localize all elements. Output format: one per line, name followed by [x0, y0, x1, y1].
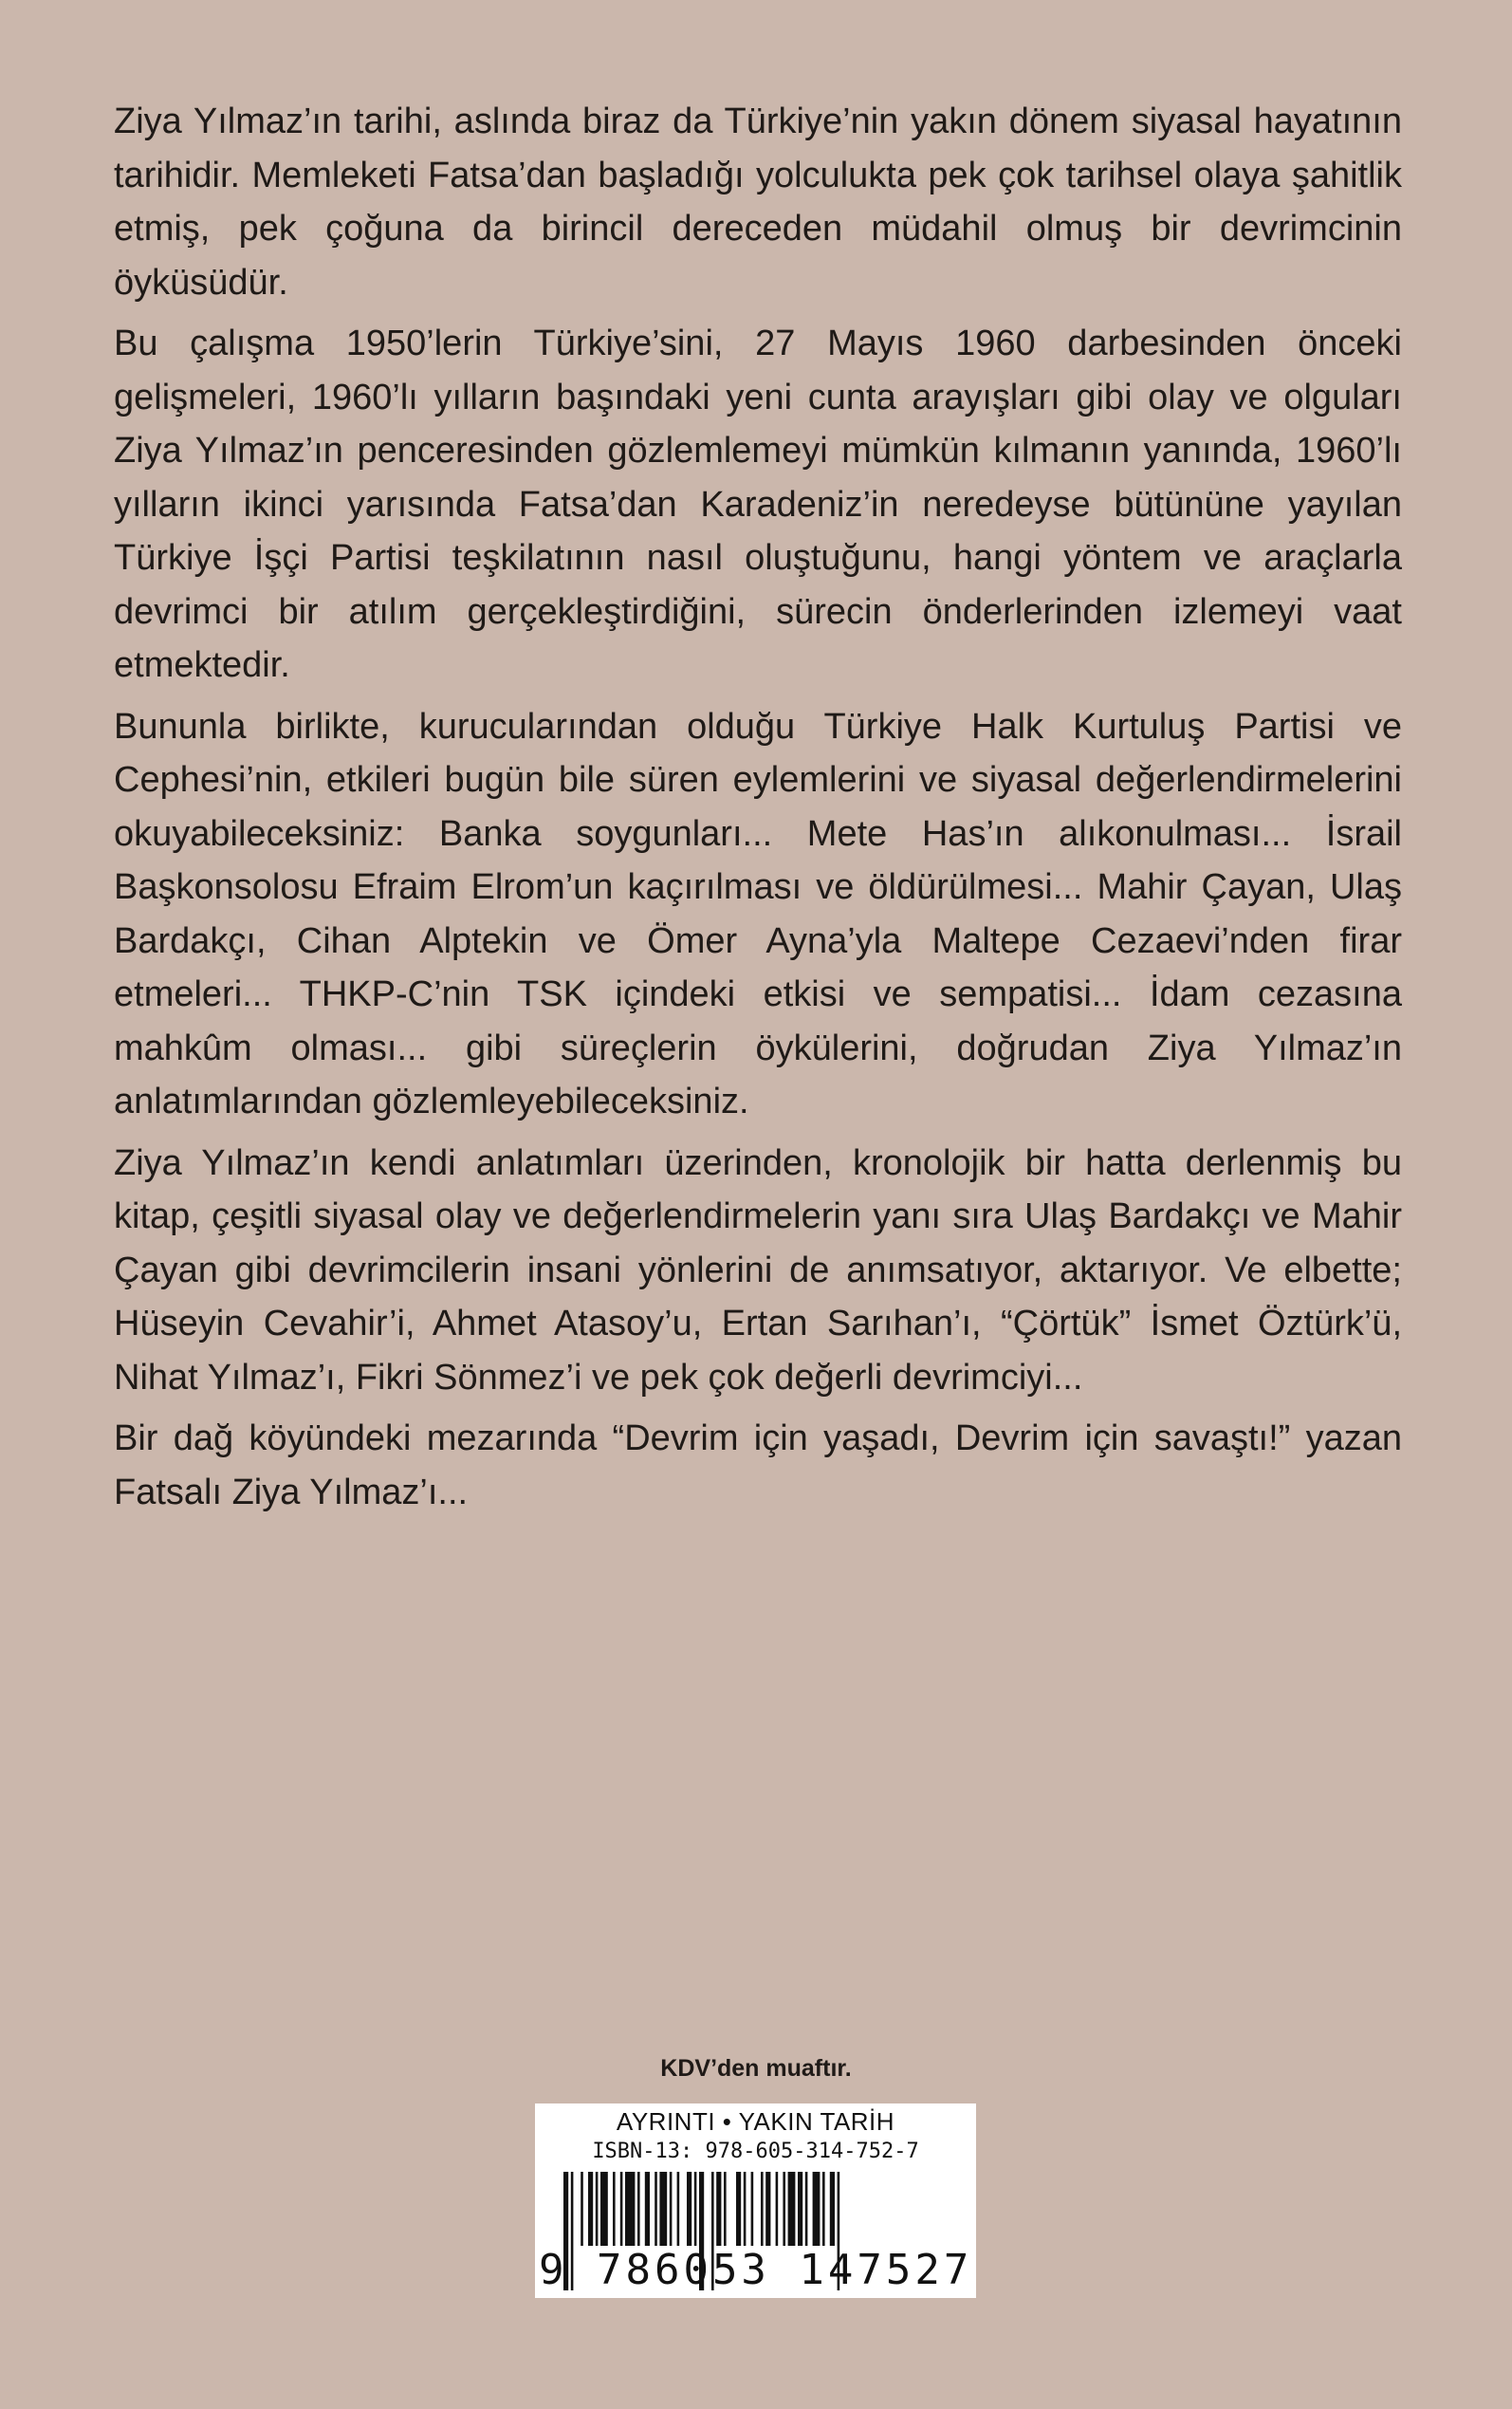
blurb-paragraph-2: Bu çalışma 1950’lerin Türkiye’sini, 27 Mayıs 1960 darbesinden önceki gelişmeleri, 1960’lı yılların başındaki yeni cunta arayışları gibi olay ve olguları Ziya Yılmaz’ın penceresinden gözlemlemeyi mümkün kılmanın yanında, 1960’lı yılların ikinci yarısında Fatsa’dan Karadeniz’in neredeyse bütününe yayılan Türkiye İşçi Partisi teşkilatının nasıl oluştuğunu, hangi yöntem ve araçlarla devrimci bir atılım gerçekleştirdiğini, sürecin önderlerinden izlemeyi vaat etmektedir.	[114, 324, 1402, 685]
tax-exemption-note: KDV’den muaftır.	[660, 2055, 852, 2082]
isbn-number: ISBN-13: 978-605-314-752-7	[592, 2140, 919, 2163]
publisher-series: AYRINTI • YAKIN TARİH	[616, 2107, 895, 2136]
blurb-text	[114, 95, 1402, 1527]
blurb-paragraph-1: Ziya Yılmaz’ın tarihi, aslında biraz da Türkiye’nin yakın dönem siyasal hayatının tarihidir. Memleketi Fatsa’dan başladığı yolculukta pek çok tarihsel olaya şahitlik etmiş, pek çoğuna da birincil dereceden müdahil olmuş bir devrimcinin öyküsüdür.	[114, 102, 1402, 303]
blurb-paragraph-5: Bir dağ köyündeki mezarında “Devrim için yaşadı, Devrim için savaştı!” yazan Fatsalı Ziya Yılmaz’ı...	[114, 1418, 1402, 1512]
barcode-digits: 9 786053 147527	[539, 2246, 973, 2294]
blurb-paragraph-4: Ziya Yılmaz’ın kendi anlatımları üzerinden, kronolojik bir hatta derlenmiş bu kitap, çeşitli siyasal olay ve değerlendirmelerin yanı sıra Ulaş Bardakçı ve Mahir Çayan gibi devrimcilerin insani yönlerini de anımsatıyor, aktarıyor. Ve elbette; Hüseyin Cevahir’i, Ahmet Atasoy’u, Ertan Sarıhan’ı, “Çörtük” İsmet Öztürk’ü, Nihat Yılmaz’ı, Fikri Sönmez’i ve pek çok değerli devrimciyi...	[114, 1142, 1402, 1398]
isbn-barcode-label	[535, 2103, 976, 2298]
blurb-paragraph-3: Bununla birlikte, kurucularından olduğu Türkiye Halk Kurtuluş Partisi ve Cephesi’nin, etkileri bugün bile süren eylemlerini ve siyasal değerlendirmelerini okuyabileceksiniz: Banka soygunları... Mete Has’ın alıkonulması... İsrail Başkonsolosu Efraim Elrom’un kaçırılması ve öldürülmesi... Mahir Çayan, Ulaş Bardakçı, Cihan Alptekin ve Ömer Ayna’yla Maltepe Cezaevi’nden firar etmeleri... THKP-C’nin TSK içindeki etkisi ve sempatisi... İdam cezasına mahkûm olması... gibi süreçlerin öykülerini, doğrudan Ziya Yılmaz’ın anlatımlarından gözlemleyebileceksiniz.	[114, 706, 1402, 1121]
